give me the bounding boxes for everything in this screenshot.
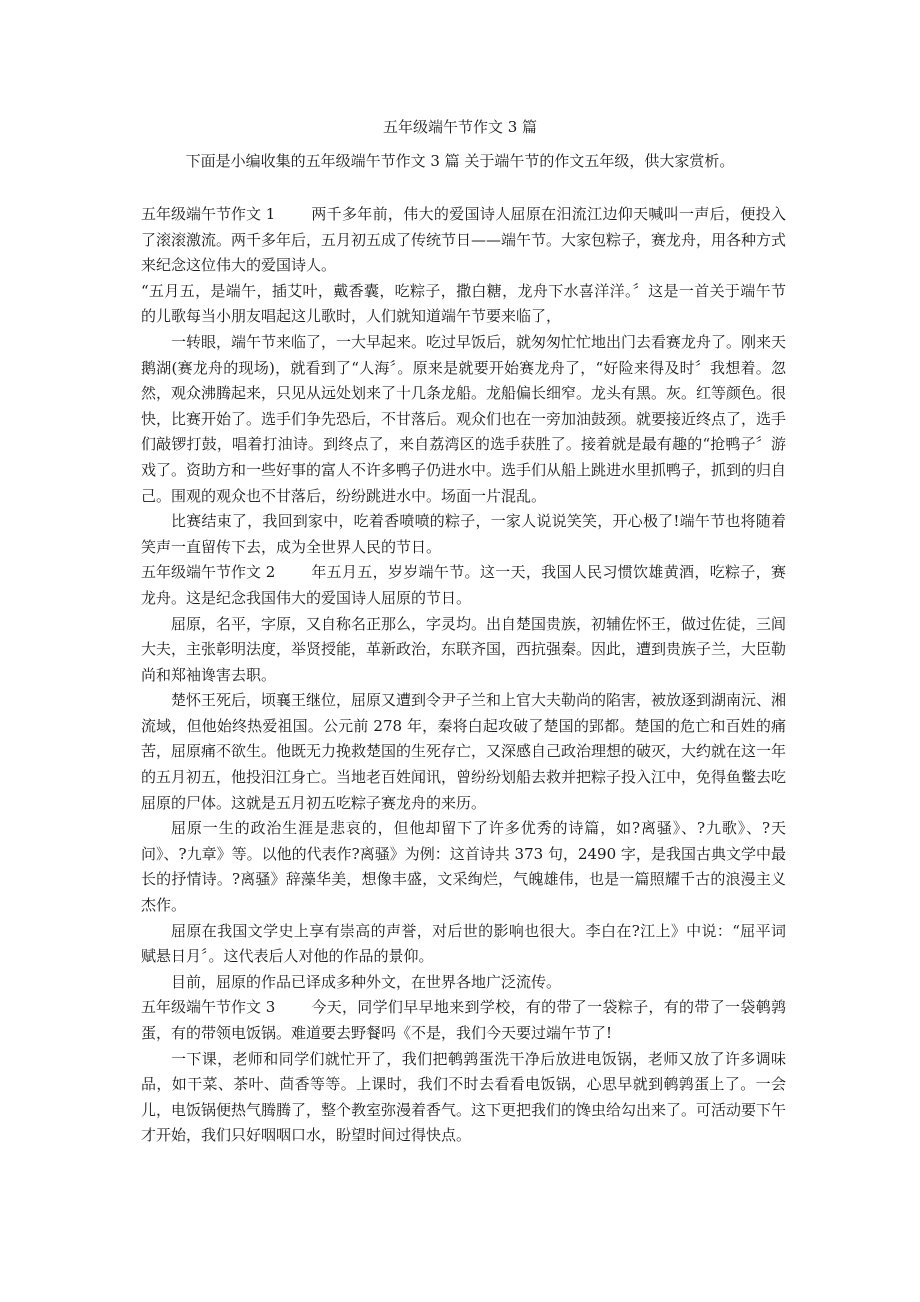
section-2-paragraph-6: 目前，屈原的作品已译成多种外文，在世界各地广泛流传。	[171, 972, 562, 991]
section-3-heading: 五年级端午节作文 3	[141, 998, 276, 1017]
document-body	[141, 202, 786, 1149]
section-2-paragraph-5: 屈原在我国文学史上享有崇高的声誉，对后世的影响也很大。李白在?江上》中说：“屈平词赋悬日月〞。这代表后人对他的作品的景仰。	[141, 921, 786, 966]
section-1-paragraph-2: “五月五，是端午，插艾叶，戴香囊，吃粽子，撒白糖，龙舟下水喜洋洋。〞这是一首关于端午节的儿歌每当小朋友唱起这儿歌时，人们就知道端午节要来临了，	[141, 281, 786, 326]
section-1-paragraph-4: 比赛结束了，我回到家中，吃着香喷喷的粽子，一家人说说笑笑，开心极了!端午节也将随着笑声一直留传下去，成为全世界人民的节日。	[141, 512, 786, 556]
section-2-paragraph-2: 屈原，名平，字原，又自称名正那么，字灵均。出自楚国贵族，初辅佐怀王，做过佐徒，三闾大夫，主张彰明法度，举贤授能，革新政治，东联齐国，西抗强秦。因此，遭到贵族子兰，大臣勒尚和郑袖谗害去职。	[141, 614, 787, 684]
section-1-heading: 五年级端午节作文 1	[141, 205, 276, 223]
section-2-heading: 五年级端午节作文 2	[141, 563, 276, 582]
section-2-paragraph-1: 年五月五，岁岁端午节。这一天，我国人民习惯饮雄黄酒，吃粽子，赛龙舟。这是纪念我国伟大的爱国诗人屈原的节日。	[141, 563, 786, 607]
section-2-first-paragraph	[141, 560, 786, 611]
section-1-first-paragraph	[141, 202, 786, 279]
section-2-paragraph-3: 楚怀王死后，顷襄王继位，屈原又遭到令尹子兰和上官大夫勒尚的陷害，被放逐到湖南沅、湘流域，但他始终热爱祖国。公元前 278 年，秦将白起攻破了楚国的郢都。楚国的危亡和百姓的痛苦，屈原痛不欲生。他既无力挽救楚国的生死存亡，又深感自己政治理想的破灭，大约就在这一年的五月初五，他投汨江身亡。当地老百姓闻讯，曾纷纷划船去救并把粽子投入江中，免得鱼鳖去吃屈原的尸体。这就是五月初五吃粽子赛龙舟的来历。	[141, 691, 787, 812]
section-1-paragraph-3: 一转眼，端午节来临了，一大早起来。吃过早饭后，就匆匆忙忙地出门去看赛龙舟了。刚来天鹅湖(赛龙舟的现场)，就看到了“人海〞。原来是就要开始赛龙舟了，“好险来得及时〞我想着。忽然，观众沸腾起来，只见从远处划来了十几条龙船。龙船偏长细窄。龙头有黑。灰。红等颜色。很快，比赛开始了。选手们争先恐后，不甘落后。观众们也在一旁加油鼓颈。就要接近终点了，选手们敲锣打鼓，唱着打油诗。到终点了，来自荔湾区的选手获胜了。接着就是最有趣的“抢鸭子〞游戏了。资助方和一些好事的富人不许多鸭子仍进水中。选手们从船上跳进水里抓鸭子，抓到的归自己。围观的观众也不甘落后，纷纷跳进水中。场面一片混乱。	[141, 332, 787, 505]
section-3-paragraph-1: 今天，同学们早早地来到学校，有的带了一袋粽子，有的带了一袋鹌鹑蛋，有的带领电饭锅。难道要去野餐吗《不是，我们今天要过端午节了!	[141, 998, 786, 1042]
section-2-paragraph-4: 屈原一生的政治生涯是悲哀的，但他却留下了许多优秀的诗篇，如?离骚》、?九歌》、?天问》、?九章》等。以他的代表作?离骚》为例：这首诗共 373 句，2490 字，是我国古典文学中最长的抒情诗。?离骚》辞藻华美，想像丰盛，文采绚烂，气魄雄伟，也是一篇照耀千古的浪漫主义杰作。	[141, 819, 786, 915]
section-3-first-paragraph	[141, 995, 786, 1046]
document-title: 五年级端午节作文 3 篇	[382, 118, 538, 136]
section-3-paragraph-2: 一下课，老师和同学们就忙开了，我们把鹌鹑蛋洗干净后放进电饭锅，老师又放了许多调味品，如干菜、茶叶、茴香等等。上课时，我们不时去看看电饭锅，心思早就到鹌鹑蛋上了。一会儿，电饭锅便热气腾腾了，整个教室弥漫着香气。这下更把我们的馋虫给勾出来了。可活动要下午才开始，我们只好咽咽口水，盼望时间过得快点。	[141, 1049, 787, 1145]
section-1-paragraph-1: 两千多年前，伟大的爱国诗人屈原在汨流江边仰天喊叫一声后，便投入了滚滚激流。两千多年后，五月初五成了传统节日——端午节。大家包粽子，赛龙舟，用各种方式来纪念这位伟大的爱国诗人。	[141, 205, 787, 275]
document-intro: 下面是小编收集的五年级端午节作文 3 篇 关于端午节的作文五年级，供大家赏析。	[185, 152, 735, 170]
